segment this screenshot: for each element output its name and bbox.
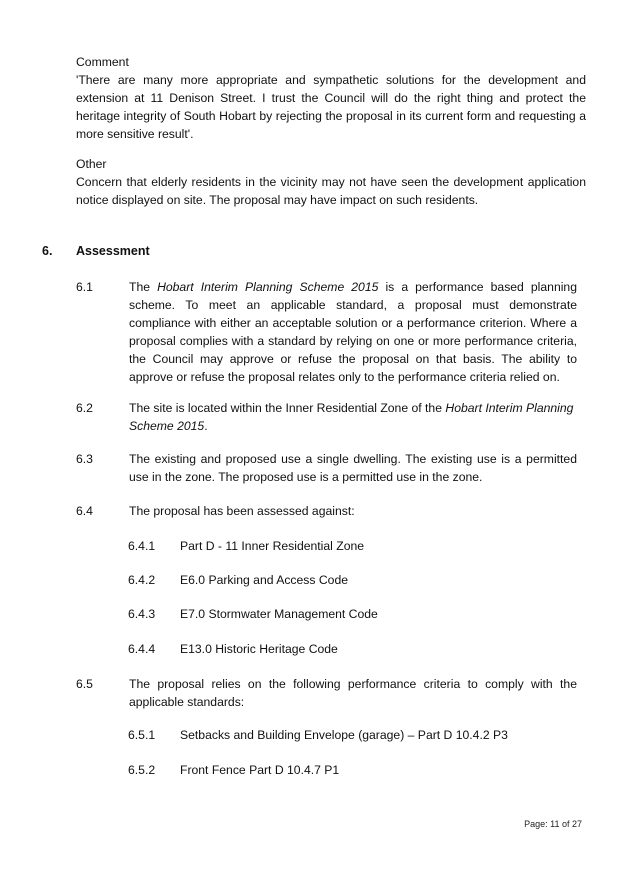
item-text-post: is a performance based planning scheme. To meet an applicable standard, a proposal must demonstrate compliance with either an acceptable solution or a performance criterion. Where a proposal complies with a standard by relying on one or more performance criteria, the Council may approve or refuse the proposal on that basis. The ability to approve or refuse the proposal relates only to the performance criteria relied on. [129, 280, 577, 384]
item-number: 6.5 [76, 677, 93, 691]
other-text: Concern that elderly residents in the vicinity may not have seen the development application notice displayed on site. The proposal may have impact on such residents. [76, 175, 586, 207]
subitem-text: E6.0 Parking and Access Code [180, 573, 349, 587]
item-number: 6.4 [76, 504, 93, 518]
item-number: 6.3 [76, 452, 93, 466]
item-text: The existing and proposed use a single dwelling. The existing use is a permitted use in the zone. The proposed use is a permitted use in the zone. [129, 452, 577, 484]
other-block [76, 155, 586, 209]
item-text [129, 278, 577, 386]
item-number: 6.1 [76, 280, 93, 294]
page-number: Page: 11 of 27 [524, 819, 582, 829]
section-title: Assessment [76, 244, 150, 258]
item-text: The proposal relies on the following performance criteria to comply with the applicable standards: [129, 677, 577, 709]
item-text-pre: The [129, 280, 158, 294]
item-text: The proposal has been assessed against: [129, 504, 355, 518]
subitem-number: 6.4.4 [128, 642, 156, 656]
subitem-text: E7.0 Stormwater Management Code [180, 607, 378, 621]
item-text-pre: The site is located within the Inner Residential Zone of the [129, 401, 446, 415]
scheme-name: Hobart Interim Planning Scheme 2015 [157, 280, 379, 294]
comment-label: Comment [76, 55, 129, 69]
subitem-number: 6.4.1 [128, 539, 156, 553]
subitem-text: Front Fence Part D 10.4.7 P1 [180, 763, 340, 777]
subitem-number: 6.5.2 [128, 763, 156, 777]
scheme-name: Hobart Interim Planning Scheme 2015 [129, 401, 574, 433]
comment-block [76, 53, 586, 143]
item-text [129, 399, 577, 435]
subitem-number: 6.5.1 [128, 728, 156, 742]
subitem-text: Part D - 11 Inner Residential Zone [180, 539, 365, 553]
comment-text: 'There are many more appropriate and sympathetic solutions for the development and extension at 11 Denison Street. I trust the Council will do the right thing and protect the heritage integrity of South Hobart by rejecting the proposal in its current form and requesting a more sensitive result'. [76, 73, 586, 141]
other-label: Other [76, 157, 107, 171]
section-number: 6. [42, 244, 53, 258]
item-number: 6.2 [76, 401, 93, 415]
section-heading [42, 242, 150, 260]
subitem-number: 6.4.2 [128, 573, 156, 587]
subitem-number: 6.4.3 [128, 607, 156, 621]
item-text-post: . [204, 419, 208, 433]
subitem-text: Setbacks and Building Envelope (garage) – Part D 10.4.2 P3 [180, 728, 508, 742]
subitem-text: E13.0 Historic Heritage Code [180, 642, 338, 656]
